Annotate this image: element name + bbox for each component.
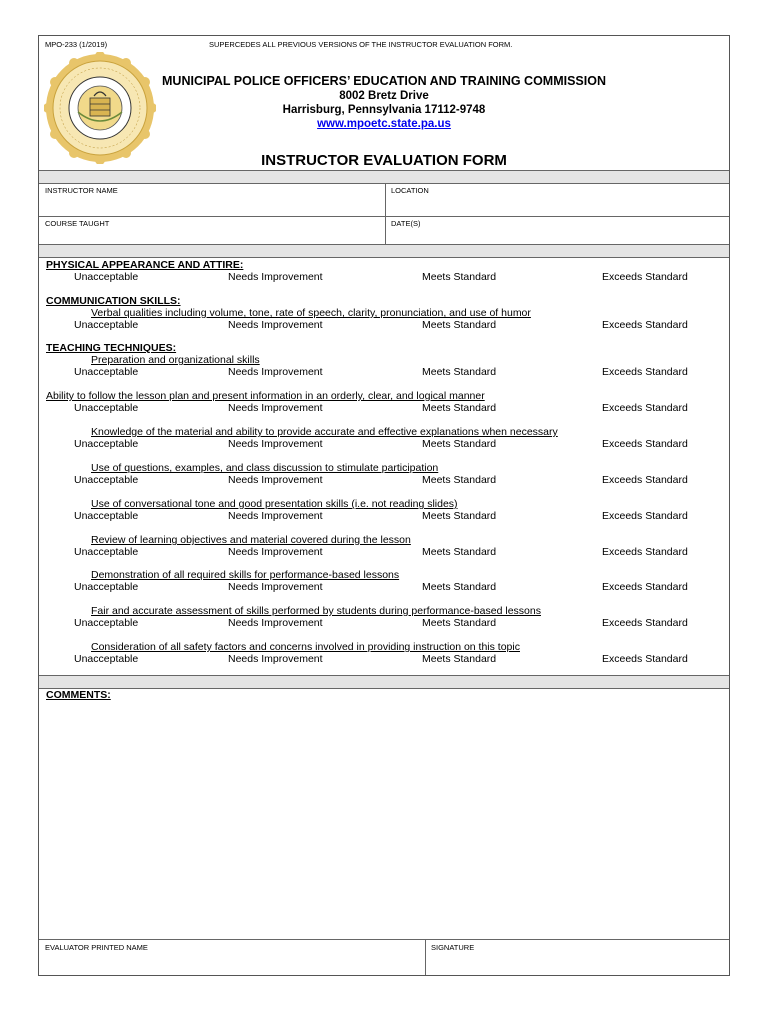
section-physical-appearance: PHYSICAL APPEARANCE AND ATTIRE:	[46, 259, 244, 271]
rating-unacceptable[interactable]: Unacceptable	[74, 617, 139, 629]
form-number: MPO-233 (1/2019)	[45, 40, 108, 49]
question-verbal-qualities: Verbal qualities including volume, tone, rate of speech, clarity, pronunciation, and use of humor	[91, 307, 531, 319]
rating-needs-improvement[interactable]: Needs Improvement	[228, 271, 323, 283]
question-knowledge: Knowledge of the material and ability to provide accurate and effective explanations when necessary	[91, 426, 558, 438]
rating-exceeds-standard[interactable]: Exceeds Standard	[602, 510, 688, 522]
rating-needs-improvement[interactable]: Needs Improvement	[228, 653, 323, 665]
instructor-name-field[interactable]	[43, 196, 381, 214]
question-safety-factors: Consideration of all safety factors and concerns involved in providing instruction on this topic	[91, 641, 520, 653]
field-divider	[39, 216, 729, 217]
rating-meets-standard[interactable]: Meets Standard	[422, 366, 497, 378]
rating-unacceptable[interactable]: Unacceptable	[74, 271, 139, 283]
rating-meets-standard[interactable]: Meets Standard	[422, 510, 497, 522]
rating-needs-improvement[interactable]: Needs Improvement	[228, 402, 323, 414]
question-demonstration-skills: Demonstration of all required skills for performance-based lessons	[91, 569, 400, 581]
instructor-name-label: INSTRUCTOR NAME	[45, 186, 118, 195]
rating-exceeds-standard[interactable]: Exceeds Standard	[602, 438, 688, 450]
rating-exceeds-standard[interactable]: Exceeds Standard	[602, 402, 688, 414]
rating-meets-standard[interactable]: Meets Standard	[422, 581, 497, 593]
separator-band	[39, 244, 729, 258]
rating-needs-improvement[interactable]: Needs Improvement	[228, 319, 323, 331]
footer-column-divider	[425, 939, 426, 975]
rating-exceeds-standard[interactable]: Exceeds Standard	[602, 474, 688, 486]
rating-needs-improvement[interactable]: Needs Improvement	[228, 510, 323, 522]
rating-meets-standard[interactable]: Meets Standard	[422, 319, 497, 331]
rating-needs-improvement[interactable]: Needs Improvement	[228, 617, 323, 629]
location-label: LOCATION	[391, 186, 429, 195]
rating-unacceptable[interactable]: Unacceptable	[74, 546, 139, 558]
rating-exceeds-standard[interactable]: Exceeds Standard	[602, 271, 688, 283]
rating-needs-improvement[interactable]: Needs Improvement	[228, 474, 323, 486]
rating-needs-improvement[interactable]: Needs Improvement	[228, 581, 323, 593]
rating-exceeds-standard[interactable]: Exceeds Standard	[602, 366, 688, 378]
separator-band	[39, 170, 729, 184]
section-communication-skills: COMMUNICATION SKILLS:	[46, 295, 181, 307]
rating-unacceptable[interactable]: Unacceptable	[74, 319, 139, 331]
rating-needs-improvement[interactable]: Needs Improvement	[228, 546, 323, 558]
question-class-discussion: Use of questions, examples, and class discussion to stimulate participation	[91, 462, 439, 474]
question-learning-objectives: Review of learning objectives and material covered during the lesson	[91, 534, 411, 546]
footer-divider	[39, 939, 729, 940]
signature-field[interactable]	[429, 954, 725, 972]
rating-unacceptable[interactable]: Unacceptable	[74, 438, 139, 450]
rating-exceeds-standard[interactable]: Exceeds Standard	[602, 617, 688, 629]
evaluator-name-label: EVALUATOR PRINTED NAME	[45, 943, 148, 952]
rating-unacceptable[interactable]: Unacceptable	[74, 366, 139, 378]
rating-meets-standard[interactable]: Meets Standard	[422, 474, 497, 486]
section-teaching-techniques: TEACHING TECHNIQUES:	[46, 342, 177, 354]
rating-exceeds-standard[interactable]: Exceeds Standard	[602, 581, 688, 593]
signature-label: SIGNATURE	[431, 943, 475, 952]
rating-meets-standard[interactable]: Meets Standard	[422, 653, 497, 665]
rating-exceeds-standard[interactable]: Exceeds Standard	[602, 319, 688, 331]
separator-band	[39, 675, 729, 689]
seal-icon	[44, 52, 156, 164]
rating-exceeds-standard[interactable]: Exceeds Standard	[602, 546, 688, 558]
evaluator-name-field[interactable]	[43, 954, 421, 972]
rating-exceeds-standard[interactable]: Exceeds Standard	[602, 653, 688, 665]
agency-website-link[interactable]: www.mpoetc.state.pa.us	[317, 118, 451, 130]
rating-unacceptable[interactable]: Unacceptable	[74, 653, 139, 665]
comments-label: COMMENTS:	[46, 689, 111, 701]
rating-meets-standard[interactable]: Meets Standard	[422, 271, 497, 283]
field-column-divider	[385, 183, 386, 244]
question-preparation: Preparation and organizational skills	[91, 354, 260, 366]
rating-unacceptable[interactable]: Unacceptable	[74, 474, 139, 486]
rating-unacceptable[interactable]: Unacceptable	[74, 402, 139, 414]
course-taught-label: COURSE TAUGHT	[45, 219, 110, 228]
question-lesson-plan: Ability to follow the lesson plan and present information in an orderly, clear, and logical manner	[46, 390, 485, 402]
rating-needs-improvement[interactable]: Needs Improvement	[228, 438, 323, 450]
question-skills-assessment: Fair and accurate assessment of skills performed by students during performance-based lessons	[91, 605, 541, 617]
rating-unacceptable[interactable]: Unacceptable	[74, 510, 139, 522]
rating-meets-standard[interactable]: Meets Standard	[422, 438, 497, 450]
commission-seal	[44, 52, 156, 164]
rating-meets-standard[interactable]: Meets Standard	[422, 617, 497, 629]
location-field[interactable]	[389, 196, 725, 214]
supersedes-notice: SUPERCEDES ALL PREVIOUS VERSIONS OF THE INSTRUCTOR EVALUATION FORM.	[209, 40, 513, 49]
form-title: INSTRUCTOR EVALUATION FORM	[261, 152, 507, 169]
agency-street: 8002 Bretz Drive	[339, 90, 429, 102]
course-taught-field[interactable]	[43, 229, 381, 243]
rating-meets-standard[interactable]: Meets Standard	[422, 402, 497, 414]
comments-field[interactable]	[43, 704, 725, 936]
question-presentation-skills: Use of conversational tone and good presentation skills (i.e. not reading slides)	[91, 498, 458, 510]
dates-label: DATE(S)	[391, 219, 421, 228]
rating-needs-improvement[interactable]: Needs Improvement	[228, 366, 323, 378]
agency-name: MUNICIPAL POLICE OFFICERS’ EDUCATION AND TRAINING COMMISSION	[162, 74, 606, 88]
agency-city: Harrisburg, Pennsylvania 17112-9748	[282, 104, 486, 116]
rating-meets-standard[interactable]: Meets Standard	[422, 546, 497, 558]
instructor-evaluation-form	[38, 35, 730, 976]
rating-unacceptable[interactable]: Unacceptable	[74, 581, 139, 593]
dates-field[interactable]	[389, 229, 725, 243]
